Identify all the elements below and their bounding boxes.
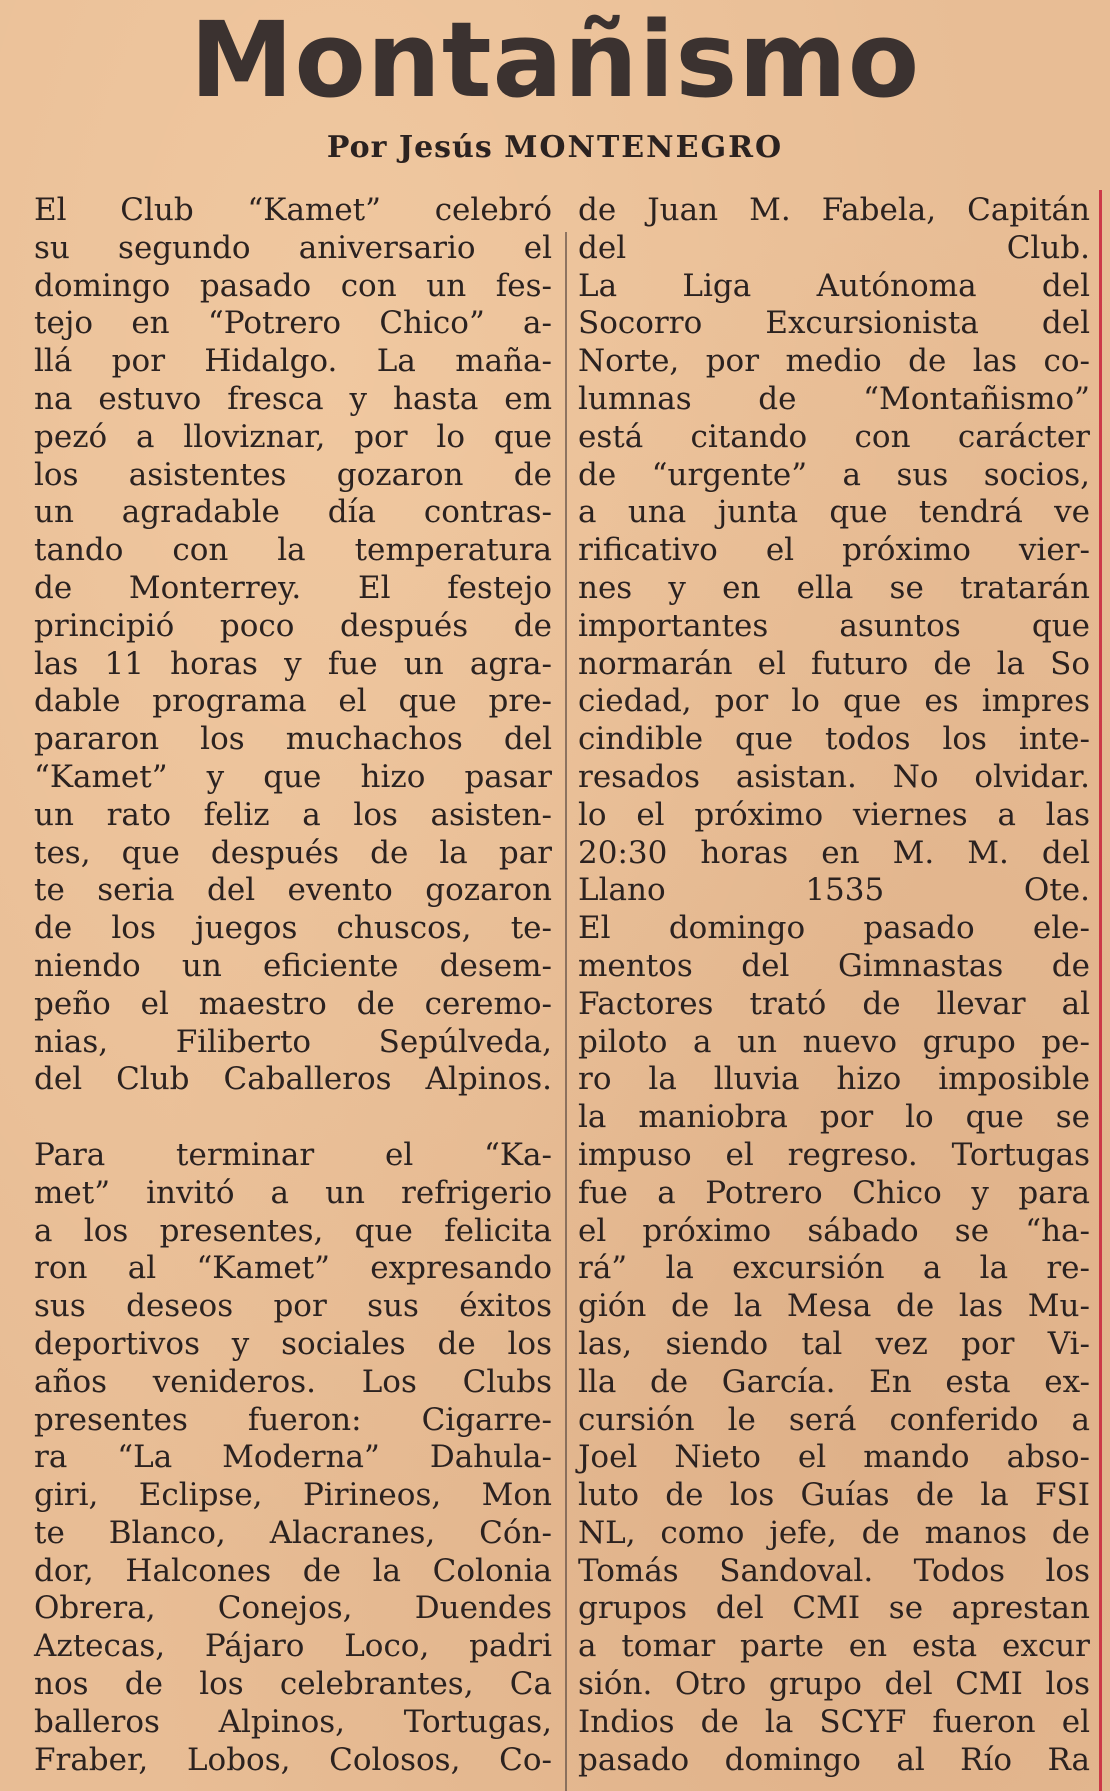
text-line: las 11 horas y fue un agra- xyxy=(34,645,552,682)
text-line: Para terminar el “Ka- xyxy=(34,1136,552,1173)
text-line: llá por Hidalgo. La maña- xyxy=(34,343,552,380)
text-line: nos de los celebrantes, Ca xyxy=(34,1666,552,1703)
text-line: Factores trató de llevar al xyxy=(578,985,1090,1022)
text-line: ra “La Moderna” Dahula- xyxy=(34,1439,552,1476)
text-line: a tomar parte en esta excur xyxy=(578,1628,1090,1665)
text-line: piloto a un nuevo grupo pe- xyxy=(578,1023,1090,1060)
byline-author: MONTENEGRO xyxy=(504,130,784,165)
text-line: ron al “Kamet” expresando xyxy=(34,1250,552,1287)
text-line: lumnas de “Montañismo” xyxy=(578,380,1090,417)
text-line: normarán el futuro de la So xyxy=(578,645,1090,682)
text-line: fue a Potrero Chico y para xyxy=(578,1174,1090,1211)
text-line: un agradable día contras- xyxy=(34,494,552,531)
text-line: Socorro Excursionista del xyxy=(578,305,1090,342)
byline-prefix: Por Jesús xyxy=(326,130,493,165)
text-line: cursión le será conferido a xyxy=(578,1401,1090,1438)
text-line: niendo un eficiente desem- xyxy=(34,947,552,984)
text-line: El domingo pasado ele- xyxy=(578,910,1090,947)
text-line: las, siendo tal vez por Vi- xyxy=(578,1325,1090,1362)
text-line: ciedad, por lo que es impres xyxy=(578,683,1090,720)
text-line: mentos del Gimnastas de xyxy=(578,947,1090,984)
text-line: peño el maestro de ceremo- xyxy=(34,985,552,1022)
text-line: pararon los muchachos del xyxy=(34,721,552,758)
text-line: Joel Nieto el mando abso- xyxy=(578,1439,1090,1476)
text-line: de “urgente” a sus socios, xyxy=(578,456,1090,493)
text-line: ro la lluvia hizo imposible xyxy=(578,1061,1090,1098)
text-line: te seria del evento gozaron xyxy=(34,872,552,909)
text-line: está citando con carácter xyxy=(578,418,1090,455)
text-line: La Liga Autónoma del xyxy=(578,267,1090,304)
text-line: importantes asuntos que xyxy=(578,607,1090,644)
text-line: Aztecas, Pájaro Loco, padri xyxy=(34,1628,552,1665)
text-line: NL, como jefe, de manos de xyxy=(578,1514,1090,1551)
text-line: “Kamet” y que hizo pasar xyxy=(34,758,552,795)
text-line: nes y en ella se tratarán xyxy=(578,569,1090,606)
text-line: balleros Alpinos, Tortugas, xyxy=(34,1703,552,1740)
text-line: na estuvo fresca y hasta em xyxy=(34,380,552,417)
text-line: pezó a lloviznar, por lo que xyxy=(34,418,552,455)
text-line: dor, Halcones de la Colonia xyxy=(34,1552,552,1589)
text-line: rificativo el próximo vier- xyxy=(578,532,1090,569)
text-line: Tomás Sandoval. Todos los xyxy=(578,1552,1090,1589)
text-line: met” invitó a un refrigerio xyxy=(34,1174,552,1211)
text-line: presentes fueron: Cigarre- xyxy=(34,1401,552,1438)
text-line: de Monterrey. El festejo xyxy=(34,569,552,606)
text-line: deportivos y sociales de los xyxy=(34,1325,552,1362)
text-line: rá” la excursión a la re- xyxy=(578,1250,1090,1287)
text-line: domingo pasado con un fes- xyxy=(34,267,552,304)
right-column xyxy=(578,192,1090,1779)
text-line: dable programa el que pre- xyxy=(34,683,552,720)
text-line: 20:30 horas en M. M. del xyxy=(578,834,1090,871)
text-line: los asistentes gozaron de xyxy=(34,456,552,493)
text-line: a los presentes, que felicita xyxy=(34,1212,552,1249)
text-line: Llano 1535 Ote. xyxy=(578,872,1090,909)
text-line: Norte, por medio de las co- xyxy=(578,343,1090,380)
text-line: la maniobra por lo que se xyxy=(578,1099,1090,1136)
text-line: de los juegos chuscos, te- xyxy=(34,910,552,947)
text-line: nias, Filiberto Sepúlveda, xyxy=(34,1023,552,1060)
text-line: a una junta que tendrá ve xyxy=(578,494,1090,531)
text-line: un rato feliz a los asisten- xyxy=(34,796,552,833)
text-line: Obrera, Conejos, Duendes xyxy=(34,1590,552,1627)
text-line: te Blanco, Alacranes, Cón- xyxy=(34,1514,552,1551)
paragraph-gap xyxy=(34,1099,552,1137)
column-divider xyxy=(565,232,567,1791)
text-line: del Club Caballeros Alpinos. xyxy=(34,1061,552,1098)
text-line: sus deseos por sus éxitos xyxy=(34,1288,552,1325)
text-line: lla de García. En esta ex- xyxy=(578,1363,1090,1400)
text-line: tes, que después de la par xyxy=(34,834,552,871)
text-line: tando con la temperatura xyxy=(34,532,552,569)
text-line: El Club “Kamet” celebró xyxy=(34,192,552,228)
left-column xyxy=(34,192,552,1779)
text-line: luto de los Guías de la FSI xyxy=(578,1477,1090,1514)
text-line: de Juan M. Fabela, Capitán xyxy=(578,192,1090,228)
text-line: su segundo aniversario el xyxy=(34,229,552,266)
text-line: principió poco después de xyxy=(34,607,552,644)
red-margin-line xyxy=(1099,190,1102,1791)
text-line: giri, Eclipse, Pirineos, Mon xyxy=(34,1477,552,1514)
text-line: pasado domingo al Río Ra xyxy=(578,1741,1090,1778)
headline: Montañismo xyxy=(189,0,921,121)
text-line: lo el próximo viernes a las xyxy=(578,796,1090,833)
text-line: grupos del CMI se aprestan xyxy=(578,1590,1090,1627)
byline xyxy=(0,128,1110,168)
text-line: el próximo sábado se “ha- xyxy=(578,1212,1090,1249)
text-line: resados asistan. No olvidar. xyxy=(578,758,1090,795)
text-line: Fraber, Lobos, Colosos, Co- xyxy=(34,1741,552,1778)
text-line: sión. Otro grupo del CMI los xyxy=(578,1666,1090,1703)
text-line: gión de la Mesa de las Mu- xyxy=(578,1288,1090,1325)
text-line: tejo en “Potrero Chico” a- xyxy=(34,305,552,342)
text-line: impuso el regreso. Tortugas xyxy=(578,1136,1090,1173)
text-line: cindible que todos los inte- xyxy=(578,721,1090,758)
text-line: años venideros. Los Clubs xyxy=(34,1363,552,1400)
text-line: Indios de la SCYF fueron el xyxy=(578,1703,1090,1740)
text-line: del Club. xyxy=(578,229,1090,266)
